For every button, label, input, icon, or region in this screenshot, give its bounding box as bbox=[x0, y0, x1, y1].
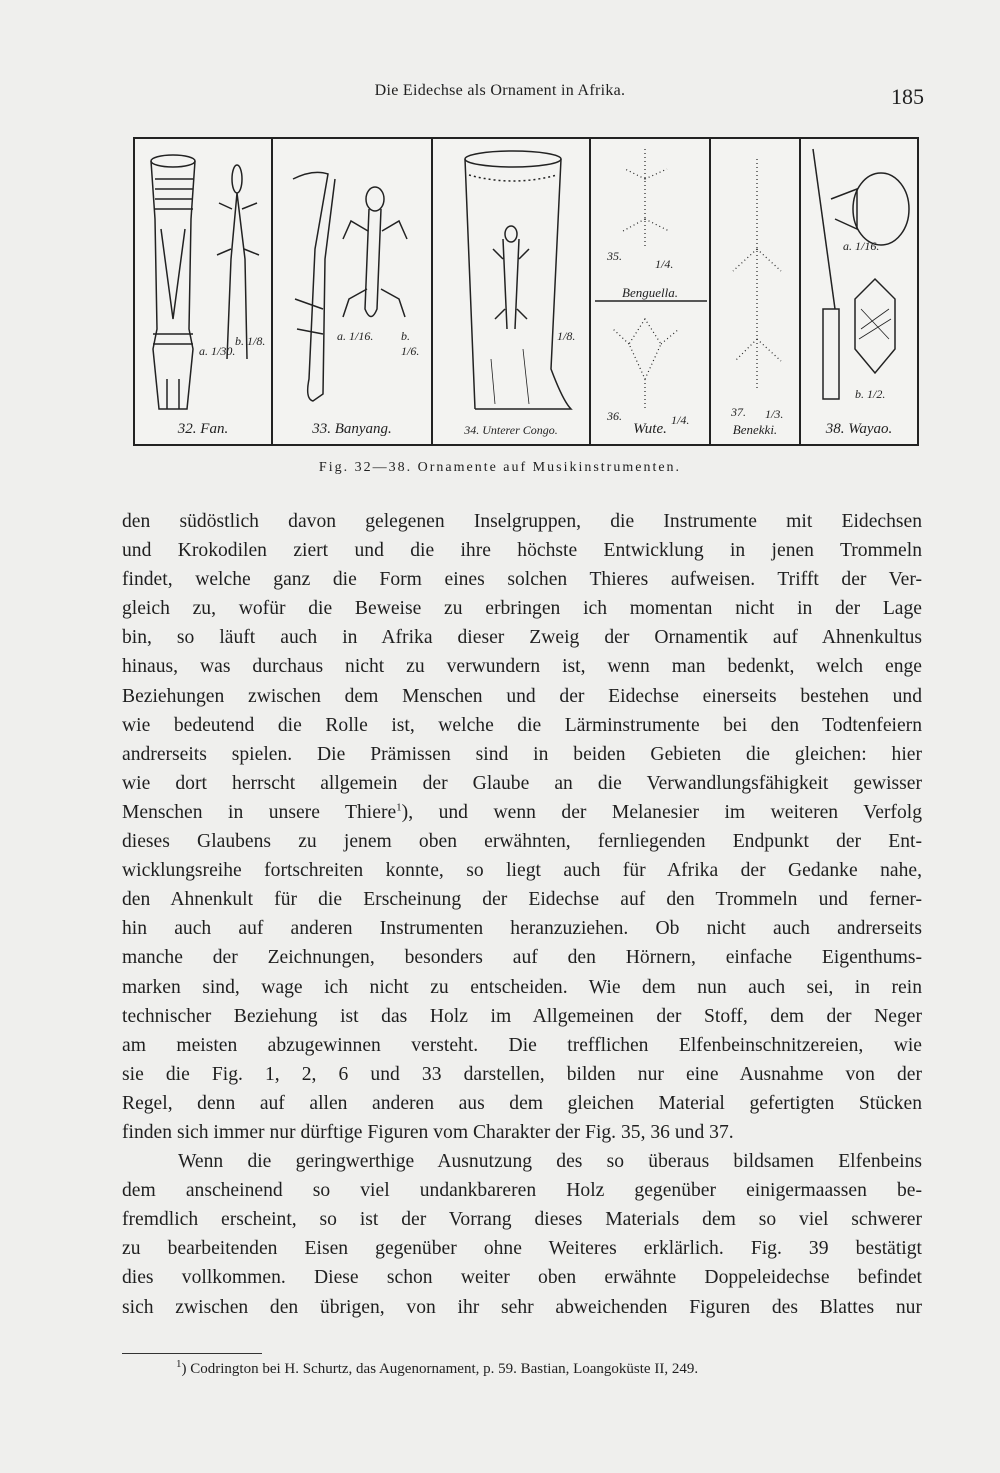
page-number: 185 bbox=[891, 84, 924, 109]
text-line: hinaus, was durchaus nicht zu verwundern ist, wenn man bedenkt, welch enge bbox=[122, 656, 922, 678]
scale-label: 1/8. bbox=[557, 329, 576, 343]
scale-label: 1/3. bbox=[765, 407, 784, 421]
text-line: wie dort herrscht allgemein der Glaube an die Verwandlungsfähigkeit gewisser bbox=[122, 772, 922, 794]
text-line: dies vollkommen. Diese schon weiter oben erwähnte Doppeleidechse befindet bbox=[122, 1267, 922, 1289]
text-line: andrerseits spielen. Die Prämissen sind in beiden Gebieten die gleichen: hier bbox=[122, 743, 922, 765]
text-line: findet, welche ganz die Form eines solchen Thieres aufweisen. Trifft der Ver- bbox=[122, 569, 922, 591]
text-line: wie bedeutend die Rolle ist, welche die Lärminstrumente bei den Todtenfeiern bbox=[122, 714, 922, 736]
figure-panel-33 bbox=[273, 139, 433, 444]
panel-label: Benekki. bbox=[732, 422, 778, 437]
text-line: sich zwischen den übrigen, von ihr sehr abweichenden Figuren des Blattes nur bbox=[122, 1296, 922, 1318]
text-line: technischer Beziehung ist das Holz im Allgemeinen der Stoff, dem der Neger bbox=[122, 1005, 922, 1027]
text-fragment: ), und wenn der Melanesier im weiteren Verfolg bbox=[401, 801, 922, 823]
sublabel-benguella: Benguella. bbox=[622, 285, 678, 300]
figure-plate bbox=[133, 137, 919, 446]
footnote bbox=[176, 1358, 699, 1378]
scale-label-a: a. 1/30. bbox=[199, 344, 236, 358]
text-line-with-footnote-ref bbox=[122, 798, 922, 827]
text-line: gleich zu, wofür die Beweise zu erbringen ich momentan nicht in der Lage bbox=[122, 598, 922, 620]
figure-panel-32 bbox=[135, 139, 273, 444]
lower-congo-drum-drawing bbox=[433, 139, 589, 444]
text-line: fremdlich erscheint, so ist der Vorrang dieses Materials dem so viel schwerer bbox=[122, 1209, 922, 1231]
scale-label-a: a. 1/16. bbox=[843, 239, 880, 253]
panel-label: 33. Banyang. bbox=[312, 421, 392, 437]
figure-number-36: 36. bbox=[607, 409, 622, 423]
text-line: bin, so läuft auch in Afrika dieser Zweig der Ornamentik auf Ahnenkultus bbox=[122, 627, 922, 649]
text-line: den südöstlich davon gelegenen Inselgruppen, die Instrumente mit Eidechsen bbox=[122, 511, 922, 532]
text-line: Wenn die geringwerthige Ausnutzung des so überaus bildsamen Elfenbeins bbox=[178, 1151, 922, 1173]
text-line: dem anscheinend so viel undankbareren Holz gegenüber einigermaassen be- bbox=[122, 1180, 922, 1202]
benekki-dotted-lizard-drawing bbox=[711, 139, 799, 444]
text-line: manche der Zeichnungen, besonders auf den Hörnern, einfache Eigenthums- bbox=[122, 947, 922, 969]
text-line: sie die Fig. 1, 2, 6 und 33 darstellen, bilden nur eine Ausnahme von der bbox=[122, 1063, 922, 1085]
panel-label: 34. Unterer Congo. bbox=[464, 423, 558, 437]
footnote-marker: 1 bbox=[176, 1358, 182, 1370]
scale-label-b: b. 1/2. bbox=[855, 387, 886, 401]
scale-label-a: a. 1/16. bbox=[337, 329, 374, 343]
fan-drum-and-lizard-drawing bbox=[135, 139, 271, 444]
scale-label-a: 1/4. bbox=[655, 257, 674, 271]
figure-caption: Fig. 32—38. Ornamente auf Musikinstrumenten. bbox=[318, 460, 682, 475]
footnote-rule bbox=[122, 1353, 262, 1354]
running-title: Die Eidechse als Ornament in Afrika. bbox=[374, 82, 626, 99]
text-line: den Ahnenkult für die Erscheinung der Eidechse auf den Trommeln und ferner- bbox=[122, 889, 922, 911]
footnote-text: ) Codrington bei H. Schurtz, das Augenornament, p. 59. Bastian, Loangoküste II, 249. bbox=[181, 1361, 699, 1377]
text-line: zu bearbeitenden Eisen gegenüber ohne Weiteres erklärlich. Fig. 39 bestätigt bbox=[122, 1238, 922, 1260]
panel-label: 38. Wayao. bbox=[825, 421, 893, 437]
figure-panel-37 bbox=[711, 139, 801, 444]
text-line: Regel, denn auf allen anderen aus dem gleichen Material gefertigten Stücken bbox=[122, 1092, 922, 1114]
figure-panel-34 bbox=[433, 139, 591, 444]
text-line: wicklungsreihe fortschreiten konnte, so liegt auch für Afrika der Gedanke nahe, bbox=[122, 860, 922, 882]
scale-label-b: 1/4. bbox=[671, 413, 690, 427]
text-line: dieses Glaubens zu jenem oben erwähnten, fernliegenden Endpunkt der Ent- bbox=[122, 831, 922, 853]
panel-label: 32. Fan. bbox=[177, 421, 229, 437]
figure-panel-35-36 bbox=[591, 139, 711, 444]
figure-number-37: 37. bbox=[731, 405, 746, 419]
scale-label-b: b. 1/8. bbox=[235, 334, 266, 348]
figure-number-35: 35. bbox=[607, 249, 622, 263]
panel-label: Wute. bbox=[633, 421, 667, 437]
scale-label-b: b. 1/6. bbox=[401, 329, 420, 358]
banyang-horn-and-lizard-drawing bbox=[273, 139, 431, 444]
text-line: am meisten abzugewinnen versteht. Die trefflichen Elfenbeinschnitzereien, wie bbox=[122, 1034, 922, 1056]
footnote-reference: 1 bbox=[396, 801, 402, 814]
text-line: und Krokodilen ziert und die ihre höchste Entwicklung in jenen Trommeln bbox=[122, 540, 922, 562]
body-text bbox=[122, 507, 922, 1322]
text-line: finden sich immer nur dürftige Figuren vom Charakter der Fig. 35, 36 und 37. bbox=[122, 1121, 734, 1143]
text-line: hin auch auf anderen Instrumenten heranzuziehen. Ob nicht auch andrerseits bbox=[122, 918, 922, 940]
text-line: marken sind, wage ich nicht zu entscheiden. Wie dem nun auch sei, in rein bbox=[122, 976, 922, 998]
text-fragment: Menschen in unsere Thiere bbox=[122, 801, 397, 823]
figure-panel-38 bbox=[801, 139, 917, 444]
text-line: Beziehungen zwischen dem Menschen und der Eidechse einerseits bestehen und bbox=[122, 685, 922, 707]
